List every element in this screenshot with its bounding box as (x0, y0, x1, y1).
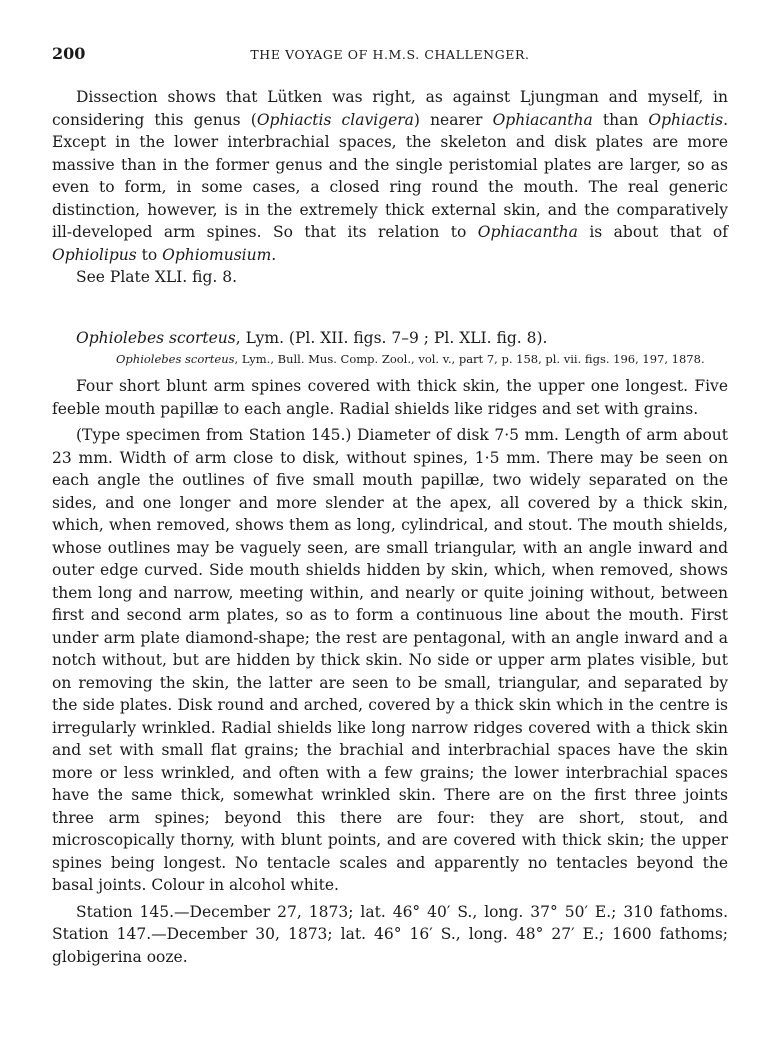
synonym-citation: , Lym., Bull. Mus. Comp. Zool., vol. v., part 7, p. 158, pl. vii. figs. 196, 197, 1878. (234, 352, 705, 366)
page-number: 200 (52, 44, 86, 63)
synonym-name: Ophiolebes scorteus (116, 352, 235, 366)
synonymy-reference (52, 352, 728, 367)
italic-taxon: Ophiacantha (492, 110, 593, 129)
section-gap (52, 289, 728, 327)
species-authority: , Lym. (Pl. XII. figs. 7–9 ; Pl. XLI. fig. 8). (235, 328, 548, 347)
italic-taxon: Ophiacantha (477, 223, 578, 241)
text-run: ) nearer (413, 110, 493, 129)
text-run: than (592, 110, 649, 129)
text-run: . Except in the lower interbrachial spaces, the skeleton and disk plates are more massive than in the former genus and the single peristomial plates are larger, so as even to form, in some cases, a closed ring round the mouth. The real generic distinction, however, is in the extremely thick external skin, and the comparatively ill-developed arm spines. So that its relation to (52, 110, 728, 241)
page-body (52, 86, 728, 968)
text-run: . (271, 245, 277, 264)
running-title: THE VOYAGE OF H.M.S. CHALLENGER. (250, 47, 530, 62)
text-run: to (136, 245, 163, 264)
diagnosis-paragraph: Four short blunt arm spines covered with thick skin, the upper one longest. Five feeble mouth papillæ to each angle. Radial shields like ridges and set with grains. (52, 377, 728, 418)
italic-taxon: Ophiactis clavigera (256, 110, 414, 129)
italic-taxon: Ophiolipus (52, 245, 137, 264)
italic-taxon: Ophiomusium (162, 245, 272, 264)
see-plate: See Plate XLI. fig. 8. (76, 268, 238, 286)
italic-taxon: Ophiactis (648, 110, 724, 129)
page-header (52, 44, 728, 66)
stations-paragraph: Station 145.—December 27, 1873; lat. 46° 40′ S., long. 37° 50′ E.; 310 fathoms. Station 147.—December 30, 1873; lat. 46° 16′ S., long. 48° 27′ E.; 1600 fathoms; globigerina ooze. (52, 902, 728, 966)
species-name: Ophiolebes scorteus (76, 328, 236, 347)
text-run: is about that of (577, 223, 728, 241)
text-run: Dissection shows that Lütken was right, as against Ljungman and myself, in considering this genus ( (52, 88, 728, 129)
description-paragraph: (Type specimen from Station 145.) Diameter of disk 7·5 mm. Length of arm about 23 mm. Width of arm close to disk, without spines, 1·5 mm. There may be seen on each angle the outlines of five small mouth papillæ, two widely separated on the sides, and one longer and more slender at the apex, all covered by a thick skin, which, when removed, shows them as long, cylindrical, and stout. The mouth shields, whose outlines may be vaguely seen, are small triangular, with an angle inward and outer edge curved. Side mouth shields hidden by skin, which, when removed, shows them long and narrow, meeting within, and nearly or quite joining without, between first and second arm plates, so as to form a continuous line about the mouth. First under arm plate diamond-shape; the rest are pentagonal, with an angle inward and a notch without, but are hidden by thick skin. No side or upper arm plates visible, but on removing the skin, the latter are seen to be small, triangular, and separated by the side plates. Disk round and arched, covered by a thick skin which in the centre is irregularly wrinkled. Radial shields like long narrow ridges covered with a thick skin and set with small flat grains; the brachial and interbrachial spaces have the skin more or less wrinkled, and often with a few grains; the lower interbrachial spaces have the same thick, somewhat wrinkled skin. There are on the first three joints three arm spines; beyond this there are four: they are short, stout, and microscopically thorny, with blunt points, and are covered with thick skin; the upper spines being longest. No tentacle scales and apparently no tentacles beyond the basal joints. Colour in alcohol white. (52, 426, 728, 894)
species-heading (52, 327, 728, 350)
intro-paragraph (52, 86, 728, 266)
